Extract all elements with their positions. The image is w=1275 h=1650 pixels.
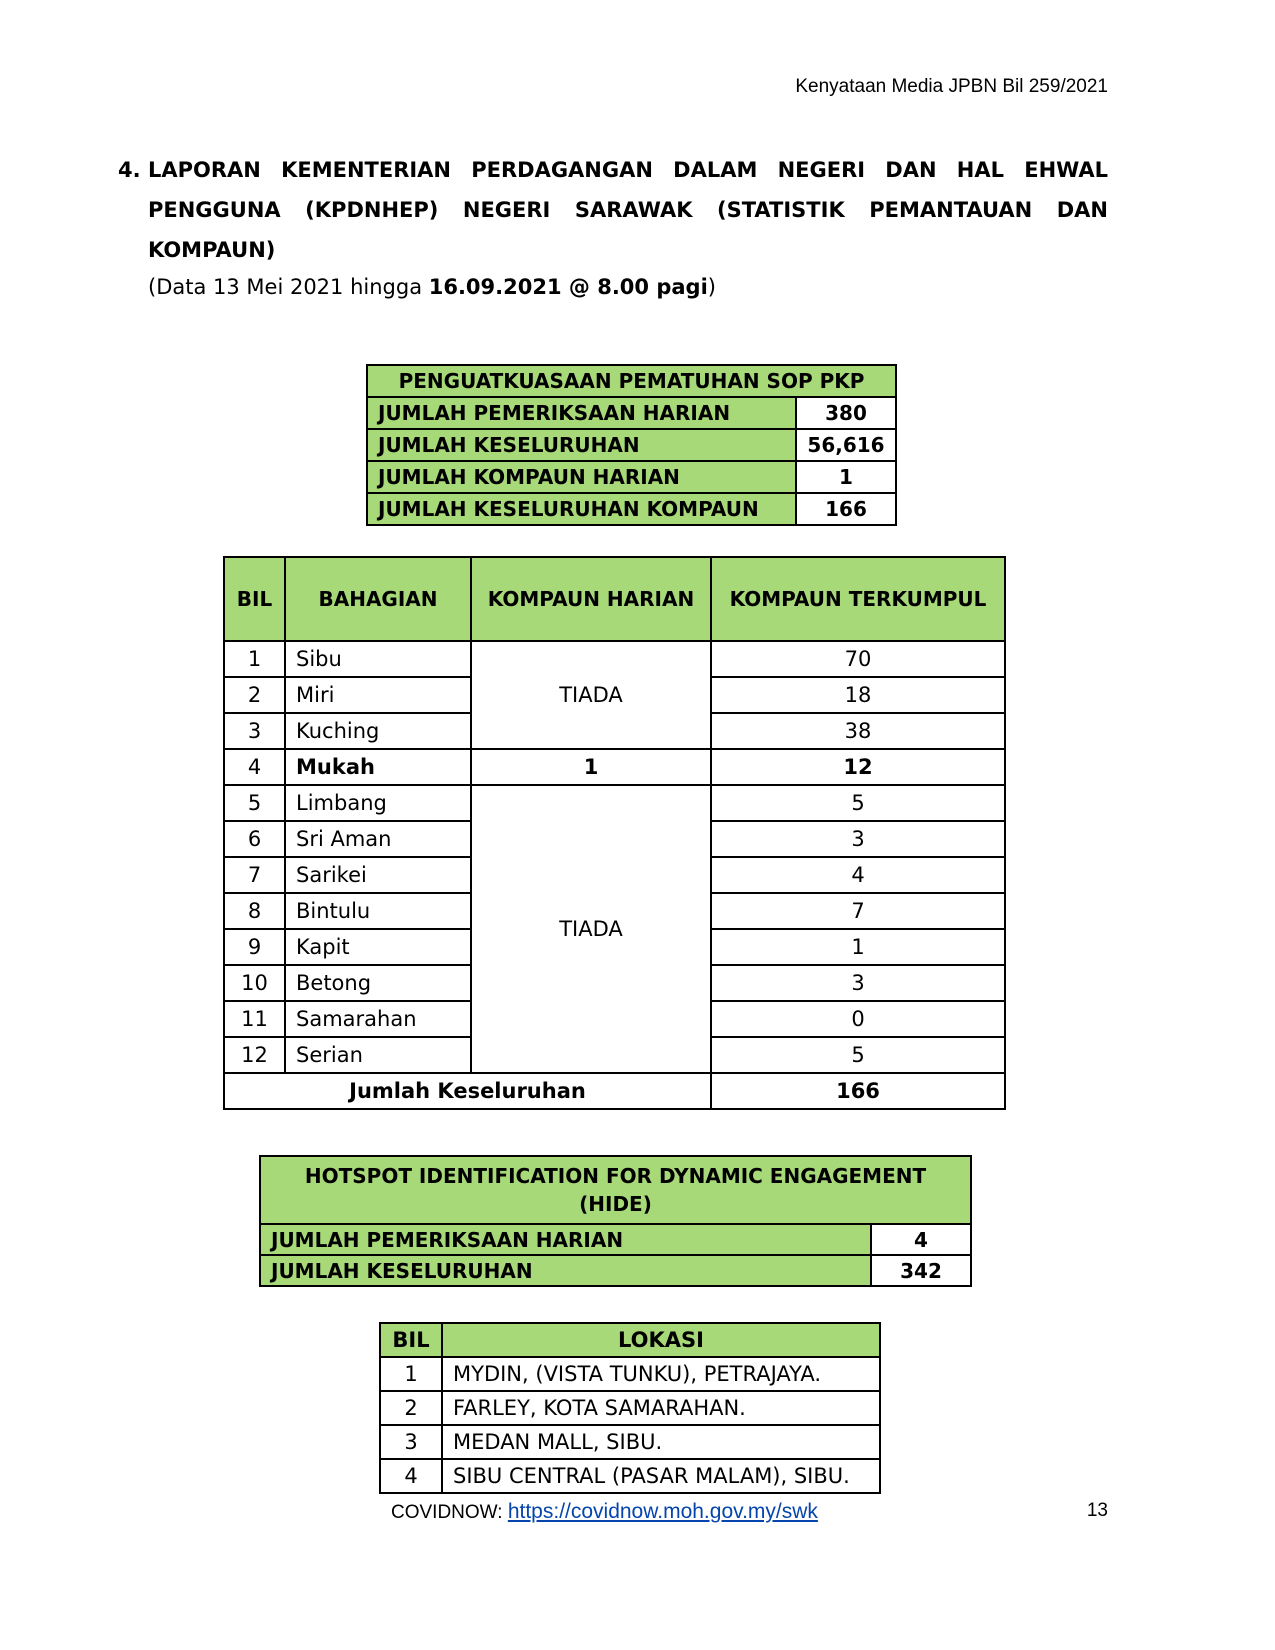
row-terkumpul: 18 [711, 677, 1005, 713]
sop-row-value: 1 [796, 461, 896, 493]
table-row [224, 749, 1005, 785]
footer-label: COVIDNOW: [391, 1502, 508, 1523]
section-title [118, 150, 1108, 270]
table-row [380, 1357, 880, 1391]
merged-harian-cell: TIADA [471, 785, 711, 1073]
row-terkumpul: 3 [711, 965, 1005, 1001]
row-lokasi: MEDAN MALL, SIBU. [442, 1425, 880, 1459]
table-row [367, 461, 896, 493]
sop-row-label: JUMLAH KESELURUHAN KOMPAUN [367, 493, 796, 525]
row-bahagian: Kapit [285, 929, 471, 965]
header-bil: BIL [224, 557, 285, 641]
sop-enforcement-table [366, 364, 897, 526]
table-row [224, 641, 1005, 677]
total-label: Jumlah Keseluruhan [224, 1073, 711, 1109]
sop-row-label: JUMLAH KESELURUHAN [367, 429, 796, 461]
header-kompaun-terkumpul: KOMPAUN TERKUMPUL [711, 557, 1005, 641]
row-bil: 10 [224, 965, 285, 1001]
row-bahagian: Miri [285, 677, 471, 713]
section-4 [118, 150, 1108, 304]
row-bil: 8 [224, 893, 285, 929]
row-bahagian: Samarahan [285, 1001, 471, 1037]
row-terkumpul: 0 [711, 1001, 1005, 1037]
footer [391, 1500, 818, 1524]
hide-row-label: JUMLAH PEMERIKSAAN HARIAN [260, 1224, 871, 1255]
row-bil: 2 [224, 677, 285, 713]
row-bahagian: Betong [285, 965, 471, 1001]
table-row [367, 429, 896, 461]
covidnow-link[interactable]: https://covidnow.moh.gov.my/swk [507, 1500, 818, 1523]
row-bahagian: Kuching [285, 713, 471, 749]
section-heading: LAPORAN KEMENTERIAN PERDAGANGAN DALAM NEGERI DAN HAL EHWAL PENGGUNA (KPDNHEP) NEGERI SARAWAK (STATISTIK PEMANTAUAN DAN KOMPAUN) [148, 158, 1108, 262]
row-lokasi: SIBU CENTRAL (PASAR MALAM), SIBU. [442, 1459, 880, 1493]
merged-harian-cell: TIADA [471, 641, 711, 749]
section-subtitle [148, 270, 1108, 304]
hide-row-value: 4 [871, 1224, 971, 1255]
sop-row-label: JUMLAH KOMPAUN HARIAN [367, 461, 796, 493]
table-row [367, 493, 896, 525]
division-compound-table [223, 556, 1006, 1110]
header-reference: Kenyataan Media JPBN Bil 259/2021 [795, 76, 1108, 97]
row-terkumpul: 38 [711, 713, 1005, 749]
row-bahagian: Serian [285, 1037, 471, 1073]
hide-table [259, 1155, 972, 1287]
row-terkumpul: 5 [711, 1037, 1005, 1073]
row-bil: 12 [224, 1037, 285, 1073]
hotspot-location-table [379, 1322, 881, 1494]
total-value: 166 [711, 1073, 1005, 1109]
row-bahagian: Sri Aman [285, 821, 471, 857]
subtitle-suffix: ) [707, 275, 716, 299]
header-bahagian: BAHAGIAN [285, 557, 471, 641]
table-header-row [380, 1323, 880, 1357]
subtitle-date: 16.09.2021 @ 8.00 pagi [428, 275, 708, 299]
total-row [224, 1073, 1005, 1109]
table-header-row [224, 557, 1005, 641]
row-bil: 4 [224, 749, 285, 785]
row-lokasi: MYDIN, (VISTA TUNKU), PETRAJAYA. [442, 1357, 880, 1391]
row-bahagian: Bintulu [285, 893, 471, 929]
row-bil: 5 [224, 785, 285, 821]
row-bahagian: Sibu [285, 641, 471, 677]
header-bil: BIL [380, 1323, 442, 1357]
sop-row-value: 166 [796, 493, 896, 525]
row-lokasi: FARLEY, KOTA SAMARAHAN. [442, 1391, 880, 1425]
table-row [380, 1391, 880, 1425]
row-bil: 7 [224, 857, 285, 893]
header-kompaun-harian: KOMPAUN HARIAN [471, 557, 711, 641]
row-harian: 1 [471, 749, 711, 785]
table-row [367, 397, 896, 429]
sop-row-value: 380 [796, 397, 896, 429]
row-bil: 6 [224, 821, 285, 857]
row-bil: 3 [380, 1425, 442, 1459]
row-bahagian: Mukah [285, 749, 471, 785]
row-terkumpul: 70 [711, 641, 1005, 677]
table-row [224, 785, 1005, 821]
row-terkumpul: 12 [711, 749, 1005, 785]
sop-table-title: PENGUATKUASAAN PEMATUHAN SOP PKP [367, 365, 896, 397]
section-number: 4. [118, 158, 141, 182]
page-number: 13 [1086, 1500, 1108, 1521]
row-bahagian: Limbang [285, 785, 471, 821]
hide-row-label: JUMLAH KESELURUHAN [260, 1255, 871, 1286]
row-terkumpul: 7 [711, 893, 1005, 929]
table-row [380, 1459, 880, 1493]
row-bil: 3 [224, 713, 285, 749]
table-row [260, 1255, 971, 1286]
row-terkumpul: 1 [711, 929, 1005, 965]
hide-table-title: HOTSPOT IDENTIFICATION FOR DYNAMIC ENGAGEMENT (HIDE) [260, 1156, 971, 1224]
hide-row-value: 342 [871, 1255, 971, 1286]
sop-row-value: 56,616 [796, 429, 896, 461]
row-terkumpul: 5 [711, 785, 1005, 821]
row-terkumpul: 4 [711, 857, 1005, 893]
row-bil: 11 [224, 1001, 285, 1037]
row-bil: 9 [224, 929, 285, 965]
row-bahagian: Sarikei [285, 857, 471, 893]
sop-row-label: JUMLAH PEMERIKSAAN HARIAN [367, 397, 796, 429]
row-bil: 4 [380, 1459, 442, 1493]
row-terkumpul: 3 [711, 821, 1005, 857]
row-bil: 1 [380, 1357, 442, 1391]
table-row [260, 1224, 971, 1255]
header-lokasi: LOKASI [442, 1323, 880, 1357]
row-bil: 2 [380, 1391, 442, 1425]
table-row [380, 1425, 880, 1459]
row-bil: 1 [224, 641, 285, 677]
subtitle-prefix: (Data 13 Mei 2021 hingga [148, 275, 429, 299]
